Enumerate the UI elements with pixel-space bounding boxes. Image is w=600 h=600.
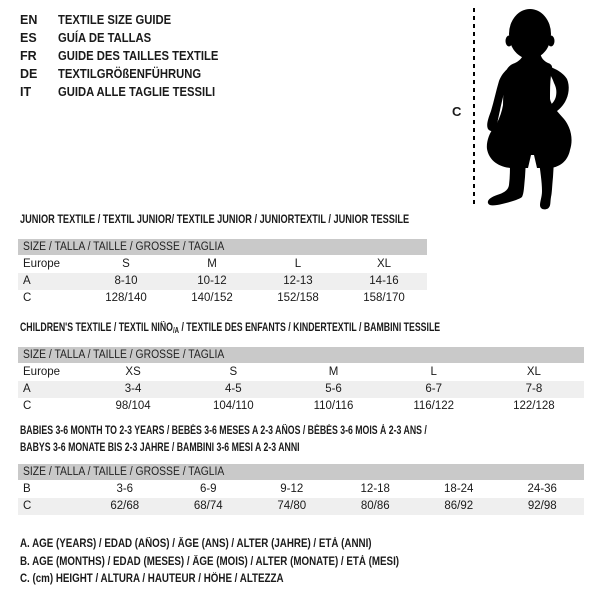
value-cell: 18-24 <box>444 483 474 495</box>
row-label-cell: C <box>23 500 32 512</box>
table-row <box>18 364 584 381</box>
row-label-cell: A <box>23 383 31 395</box>
babies-size-table <box>18 464 584 515</box>
value-cell: M <box>207 258 217 270</box>
value-cell: 14-16 <box>369 275 399 287</box>
language-code: IT <box>20 85 32 99</box>
value-cell: 122/128 <box>513 400 555 412</box>
language-row-es <box>20 29 236 47</box>
language-title: TEXTILE SIZE GUIDE <box>58 13 172 27</box>
value-cell: 62/68 <box>110 500 140 512</box>
legend-note-c: C. (cm) HEIGHT / ALTURA / HAUTEUR / HÖHE / ALTEZZA <box>20 573 284 585</box>
legend-note-b: B. AGE (MONTHS) / EDAD (MESES) / ÂGE (MOIS) / ALTER (MONATE) / ETÀ (MESI) <box>20 555 400 568</box>
table-row <box>18 398 584 415</box>
language-row-de <box>20 65 236 83</box>
junior-size-table <box>18 239 427 307</box>
value-cell: 10-12 <box>197 275 227 287</box>
value-cell: 6-7 <box>425 383 443 395</box>
measure-legend <box>20 536 466 589</box>
language-title: GUIDE DES TAILLES TEXTILE <box>58 49 219 63</box>
table-row <box>18 481 584 498</box>
table-row <box>18 256 427 273</box>
table-row <box>18 290 427 307</box>
value-cell: 7-8 <box>525 383 543 395</box>
language-row-it <box>20 83 236 101</box>
value-cell: 6-9 <box>199 483 217 495</box>
table-row <box>18 273 427 290</box>
value-cell: 74/80 <box>277 500 307 512</box>
value-cell: 4-5 <box>224 383 242 395</box>
language-row-en <box>20 11 236 29</box>
value-cell: 5-6 <box>325 383 342 395</box>
language-row-fr <box>20 47 236 65</box>
value-cell: 8-10 <box>114 275 138 287</box>
value-cell: XL <box>376 258 392 270</box>
value-cell: L <box>294 258 302 270</box>
value-cell: XS <box>125 366 141 378</box>
size-header-bar: SIZE / TALLA / TAILLE / GRÖSSE / TAGLIA <box>18 239 427 255</box>
language-code: DE <box>20 67 38 81</box>
row-label-cell: A <box>23 275 31 287</box>
value-cell: 12-13 <box>283 275 313 287</box>
value-cell: 128/140 <box>105 292 147 304</box>
children-section-title: CHILDREN'S TEXTILE / TEXTIL $NIÑO_{/A}$ / TEXTILE DES ENFANTS / KINDERTEXTIL / BAMBINI TESSILE <box>20 322 441 335</box>
value-cell: M <box>328 366 339 378</box>
height-dashed-line <box>473 8 475 207</box>
language-title-list <box>20 11 236 101</box>
value-cell: 9-12 <box>280 483 304 495</box>
table-row <box>18 381 584 398</box>
value-cell: 98/104 <box>115 400 151 412</box>
table-row <box>18 498 584 515</box>
value-cell: 86/92 <box>444 500 474 512</box>
value-cell: 3-4 <box>124 383 142 395</box>
children-size-table <box>18 347 584 415</box>
value-cell: 110/116 <box>313 400 354 412</box>
value-cell: 152/158 <box>277 292 319 304</box>
row-label-cell: C <box>23 292 32 304</box>
row-label-cell: B <box>23 483 31 495</box>
value-cell: 116/122 <box>413 400 455 412</box>
legend-note-a: A. AGE (YEARS) / EDAD (AÑOS) / ÂGE (ANS) / ALTER (JAHRE) / ETÀ (ANNI) <box>20 538 372 550</box>
language-title: GUIDA ALLE TAGLIE TESSILI <box>58 85 216 99</box>
value-cell: 158/170 <box>363 292 405 304</box>
row-label-cell: Europe <box>23 366 61 378</box>
language-title: TEXTILGRÖßENFÜHRUNG <box>58 67 202 81</box>
value-cell: 12-18 <box>360 483 390 495</box>
value-cell: L <box>430 366 437 378</box>
value-cell: 80/86 <box>360 500 390 512</box>
value-cell: XL <box>526 366 541 378</box>
value-cell: 104/110 <box>212 400 254 412</box>
babies-section-title: BABIES 3-6 MONTH TO 2-3 YEARS / BEBÉS 3-6 MESES A 2-3 AÑOS / BÉBÉS 3-6 MOIS À 2-3 ANS / BABYS 3-6 MONATE BIS 2-3 JAHRE / BAMBINI 3-6 MESI A 2-3 ANNI <box>20 425 427 454</box>
language-code: EN <box>20 13 38 27</box>
row-label-cell: Europe <box>23 258 61 270</box>
value-cell: S <box>229 366 238 378</box>
value-cell: S <box>122 258 130 270</box>
value-cell: 68/74 <box>193 500 223 512</box>
size-header-bar: SIZE / TALLA / TAILLE / GRÖSSE / TAGLIA <box>18 347 584 363</box>
row-label-cell: C <box>23 400 32 412</box>
language-title: GUÍA DE TALLAS <box>58 31 152 45</box>
size-header-bar: SIZE / TALLA / TAILLE / GRÖSSE / TAGLIA <box>18 464 584 480</box>
junior-section-title: JUNIOR TEXTILE / TEXTIL JUNIOR/ TEXTILE JUNIOR / JUNIORTEXTIL / JUNIOR TESSILE <box>20 214 410 226</box>
language-code: ES <box>20 31 37 45</box>
value-cell: 3-6 <box>116 483 134 495</box>
language-code: FR <box>20 49 37 63</box>
value-cell: 92/98 <box>527 500 557 512</box>
value-cell: 140/152 <box>191 292 233 304</box>
title-subscript: /A <box>172 326 180 335</box>
height-measure-label: C <box>452 104 462 119</box>
value-cell: 24-36 <box>527 483 557 495</box>
baby-silhouette-icon <box>483 7 585 210</box>
